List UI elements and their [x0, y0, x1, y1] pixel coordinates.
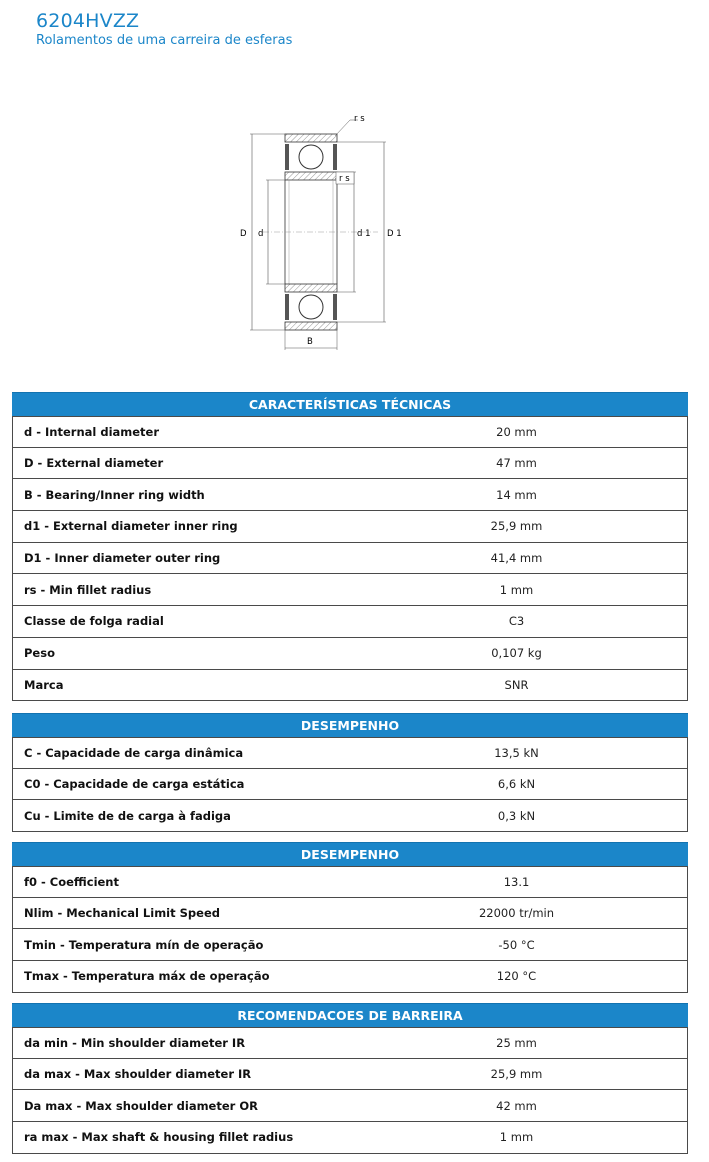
shield-left-bottom [285, 294, 289, 320]
spec-label: Classe de folga radial [24, 614, 164, 629]
table-row [12, 800, 688, 832]
section-technical [12, 392, 688, 701]
table-row [12, 448, 688, 480]
spec-label: D1 - Inner diameter outer ring [24, 551, 221, 566]
spec-value: 25,9 mm [490, 519, 543, 534]
spec-value: 25,9 mm [490, 1067, 543, 1082]
spec-value: SNR [504, 677, 529, 692]
outer-ring-bottom [285, 322, 337, 330]
spec-label: Tmin - Temperatura mín de operação [24, 937, 264, 952]
dim-label-D1: D 1 [387, 229, 402, 239]
table-row [12, 511, 688, 543]
spec-value: 120 °C [496, 969, 537, 984]
spec-value: 25 mm [496, 1035, 537, 1050]
spec-table [12, 416, 688, 701]
table-row [12, 1059, 688, 1091]
inner-ring-bottom [285, 284, 337, 292]
spec-label: ra max - Max shaft & housing fillet radius [24, 1130, 294, 1145]
spec-table [12, 1027, 688, 1154]
spec-value: C3 [508, 614, 525, 629]
spec-value: 20 mm [496, 424, 537, 439]
table-row [12, 1027, 688, 1059]
dim-label-d1: d 1 [357, 229, 371, 239]
spec-value: 6,6 kN [497, 777, 536, 792]
shield-left-top [285, 144, 289, 170]
spec-label: Peso [24, 646, 55, 661]
section-title: RECOMENDACOES DE BARREIRA [12, 1003, 688, 1027]
spec-value: 1 mm [499, 1130, 534, 1145]
spec-label: Nlim - Mechanical Limit Speed [24, 906, 220, 921]
spec-value: 42 mm [496, 1098, 537, 1113]
dim-label-rs-top: r s [354, 114, 365, 124]
spec-table [12, 866, 688, 993]
spec-table [12, 737, 688, 832]
shield-right-top [333, 144, 337, 170]
spec-value: 13.1 [503, 874, 530, 889]
section-title: DESEMPENHO [12, 713, 688, 737]
spec-value: 1 mm [499, 582, 534, 597]
table-row [12, 574, 688, 606]
outer-ring-top [285, 134, 337, 142]
spec-label: C - Capacidade de carga dinâmica [24, 745, 244, 760]
spec-value: 14 mm [496, 487, 537, 502]
bearing-cross-section-diagram [228, 108, 408, 356]
table-row [12, 479, 688, 511]
table-row [12, 1090, 688, 1122]
spec-label: f0 - Coefficient [24, 874, 119, 889]
spec-label: d - Internal diameter [24, 424, 160, 439]
spec-value: -50 °C [498, 937, 535, 952]
shield-right-bottom [333, 294, 337, 320]
dim-label-D: D [240, 229, 247, 239]
spec-label: B - Bearing/Inner ring width [24, 487, 205, 502]
table-row [12, 1122, 688, 1154]
section-performance-load [12, 713, 688, 832]
spec-label: Tmax - Temperatura máx de operação [24, 969, 270, 984]
section-title: CARACTERÍSTICAS TÉCNICAS [12, 392, 688, 416]
dim-label-B: B [307, 337, 313, 347]
section-performance-speed [12, 842, 688, 993]
spec-value: 0,107 kg [491, 646, 542, 661]
spec-label: da min - Min shoulder diameter IR [24, 1035, 246, 1050]
table-row [12, 961, 688, 993]
spec-label: C0 - Capacidade de carga estática [24, 777, 245, 792]
dim-label-d: d [258, 229, 264, 239]
spec-label: da max - Max shoulder diameter IR [24, 1067, 252, 1082]
spec-value: 47 mm [496, 456, 537, 471]
section-barrier-recommendations [12, 1003, 688, 1154]
table-row [12, 543, 688, 575]
table-row [12, 898, 688, 930]
ball-top [299, 145, 323, 169]
table-row [12, 416, 688, 448]
spec-label: Da max - Max shoulder diameter OR [24, 1098, 258, 1113]
spec-label: Cu - Limite de de carga à fadiga [24, 808, 231, 823]
ball-bottom [299, 295, 323, 319]
spec-value: 22000 tr/min [478, 906, 555, 921]
dim-label-rs-inner: r s [339, 174, 350, 184]
table-row [12, 769, 688, 801]
spec-label: d1 - External diameter inner ring [24, 519, 238, 534]
table-row [12, 670, 688, 702]
table-row [12, 929, 688, 961]
spec-value: 41,4 mm [490, 551, 543, 566]
table-row [12, 737, 688, 769]
spec-value: 13,5 kN [494, 745, 539, 760]
page-header [36, 10, 292, 50]
table-row [12, 866, 688, 898]
product-title: 6204HVZZ [36, 10, 140, 32]
product-subtitle: Rolamentos de uma carreira de esferas [36, 33, 293, 48]
table-row [12, 606, 688, 638]
spec-label: rs - Min fillet radius [24, 582, 152, 597]
spec-label: Marca [24, 677, 64, 692]
table-row [12, 638, 688, 670]
bearing-drawing [228, 108, 408, 356]
spec-value: 0,3 kN [497, 808, 536, 823]
spec-label: D - External diameter [24, 456, 164, 471]
section-title: DESEMPENHO [12, 842, 688, 866]
inner-ring-top [285, 172, 337, 180]
